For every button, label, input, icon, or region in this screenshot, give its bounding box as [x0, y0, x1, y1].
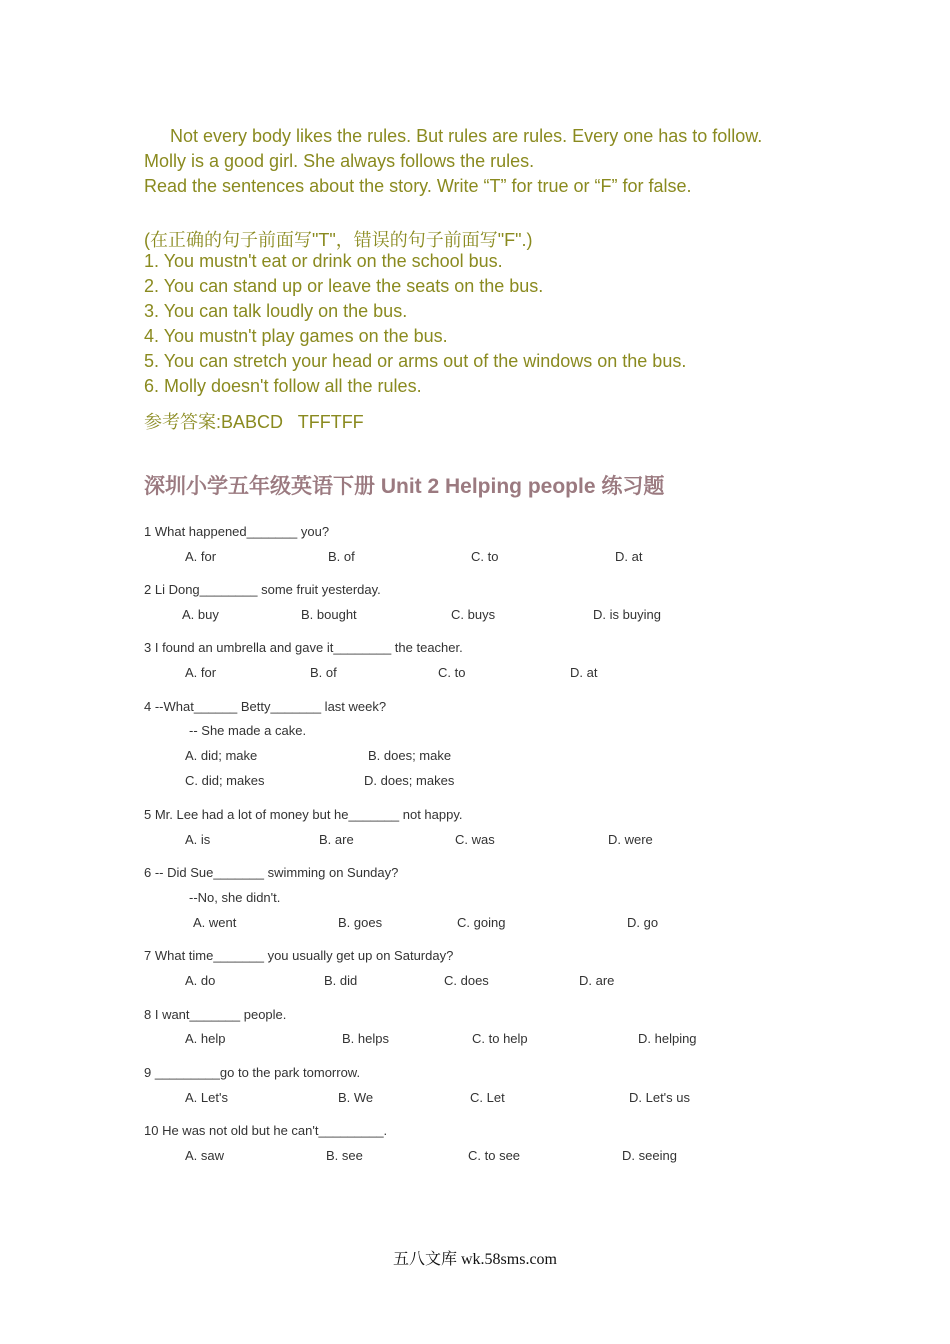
option-b: B. helps — [342, 1031, 389, 1046]
option-a: A. do — [185, 973, 216, 988]
option-a: A. for — [185, 549, 217, 564]
option-c: C. did; makes — [185, 773, 265, 788]
question-text: 3 I found an umbrella and gave it________ the teacher. — [144, 640, 463, 655]
option-c: C. Let — [470, 1090, 505, 1105]
option-a: A. did; make — [185, 748, 258, 763]
tf-item: 2. You can stand up or leave the seats on the bus. — [144, 276, 544, 296]
answer-key — [144, 408, 364, 434]
option-a: A. help — [185, 1031, 226, 1046]
option-c: C. to see — [468, 1148, 521, 1163]
option-a: A. is — [185, 832, 211, 847]
tf-item: 3. You can talk loudly on the bus. — [144, 301, 408, 321]
question-text: 5 Mr. Lee had a lot of money but he_______ not happy. — [144, 807, 463, 822]
question-text: 7 What time_______ you usually get up on Saturday? — [144, 948, 454, 963]
answer-value: BABCD TFFTFF — [221, 412, 364, 432]
tf-instruction: (在正确的句子前面写"T"，错误的句子前面写"F".) — [144, 230, 533, 250]
footer-watermark: 五八文库 wk.58sms.com — [392, 1251, 557, 1268]
question-text: 6 -- Did Sue_______ swimming on Sunday? — [144, 865, 399, 880]
option-d: D. are — [579, 973, 615, 988]
option-d: D. go — [627, 915, 659, 930]
option-b: B. does; make — [368, 748, 452, 763]
tf-item: 5. You can stretch your head or arms out of the windows on the bus. — [144, 351, 687, 371]
option-a: A. went — [193, 915, 237, 930]
option-a: A. saw — [185, 1148, 225, 1163]
question-text: 10 He was not old but he can't_________. — [144, 1123, 388, 1138]
option-d: D. at — [615, 549, 643, 564]
story-line-1: Not every body likes the rules. But rules are rules. Every one has to follow. — [170, 126, 763, 146]
option-b: B. did — [324, 973, 358, 988]
option-c: C. to — [471, 549, 499, 564]
option-c: C. buys — [451, 607, 496, 622]
option-b: B. are — [319, 832, 354, 847]
option-d: D. Let's us — [629, 1090, 691, 1105]
option-b: B. of — [328, 549, 355, 564]
option-a: A. Let's — [185, 1090, 228, 1105]
option-c: C. to — [438, 665, 466, 680]
option-d: D. helping — [638, 1031, 697, 1046]
story-line-3: Read the sentences about the story. Write “T” for true or “F” for false. — [144, 176, 692, 196]
option-c: C. was — [455, 832, 495, 847]
tf-item: 6. Molly doesn't follow all the rules. — [144, 376, 422, 396]
question-text: 2 Li Dong________ some fruit yesterday. — [144, 582, 381, 597]
option-a: A. for — [185, 665, 217, 680]
story-line-2: Molly is a good girl. She always follows the rules. — [144, 151, 535, 171]
question-text: 4 --What______ Betty_______ last week? — [144, 699, 387, 714]
option-b: B. We — [338, 1090, 374, 1105]
option-c: C. to help — [472, 1031, 528, 1046]
question-subline: -- She made a cake. — [189, 723, 307, 738]
tf-item: 1. You mustn't eat or drink on the school bus. — [144, 251, 503, 271]
option-a: A. buy — [182, 607, 219, 622]
option-c: C. going — [457, 915, 506, 930]
question-text: 1 What happened_______ you? — [144, 524, 330, 539]
option-d: D. seeing — [622, 1148, 677, 1163]
option-d: D. does; makes — [364, 773, 455, 788]
option-d: D. were — [608, 832, 653, 847]
answer-label: 参考答案: — [144, 412, 222, 432]
option-d: D. at — [570, 665, 598, 680]
option-c: C. does — [444, 973, 489, 988]
tf-item: 4. You mustn't play games on the bus. — [144, 326, 448, 346]
option-d: D. is buying — [593, 607, 661, 622]
exercise-title: 深圳小学五年级英语下册 Unit 2 Helping people 练习题 — [144, 475, 665, 498]
option-b: B. see — [326, 1148, 363, 1163]
question-subline: --No, she didn't. — [189, 890, 281, 905]
question-text: 8 I want_______ people. — [144, 1007, 287, 1022]
option-b: B. bought — [301, 607, 357, 622]
question-text: 9 _________go to the park tomorrow. — [144, 1065, 361, 1080]
option-b: B. goes — [338, 915, 383, 930]
option-b: B. of — [310, 665, 337, 680]
